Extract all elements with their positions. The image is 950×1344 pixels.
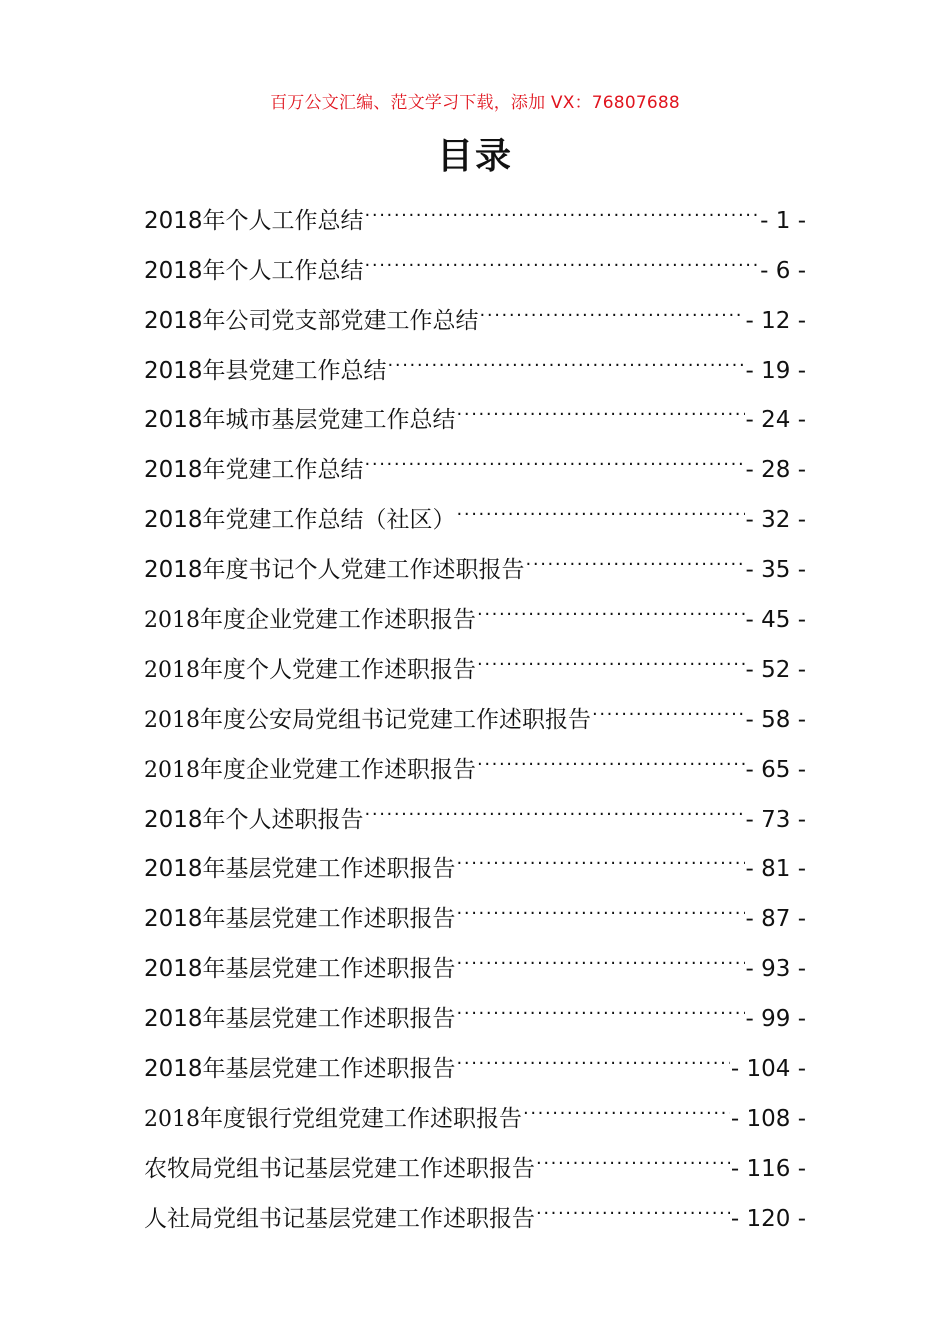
dot-leader: [523, 1076, 730, 1126]
dot-leader: [480, 278, 745, 328]
toc-entry-page: - 24 -: [745, 407, 806, 434]
dot-leader: [477, 627, 745, 677]
dot-leader: [365, 427, 745, 477]
toc-entry-page: - 45 -: [745, 607, 806, 634]
toc-entry-year: 2018: [144, 507, 203, 534]
toc-list: [144, 178, 806, 1232]
dot-leader: [477, 727, 745, 777]
toc-entry-page: - 65 -: [745, 756, 806, 783]
toc-entry-title: 年度企业党建工作述职报告: [200, 756, 476, 783]
toc-entry-page: - 87 -: [745, 906, 806, 933]
dot-leader: [457, 926, 745, 976]
toc-entry-year: 2018: [144, 1006, 203, 1033]
toc-entry-year: 2018: [144, 257, 203, 284]
toc-entry-year: 2018: [144, 207, 203, 234]
toc-entry-year: 2018: [144, 707, 200, 733]
toc-entry-year: 2018: [144, 1056, 203, 1083]
toc-entry-page: - 28 -: [745, 457, 806, 484]
toc-entry-page: - 99 -: [745, 1006, 806, 1033]
dot-leader: [477, 577, 745, 627]
toc-entry-year: 2018: [144, 307, 203, 334]
dot-leader: [457, 1026, 730, 1076]
dot-leader: [592, 677, 745, 727]
toc-entry-title: 年党建工作总结（社区）: [202, 507, 456, 534]
header-note: 百万公文汇编、范文学习下载，添加 VX：76807688: [270, 93, 680, 113]
toc-entry-page: - 52 -: [745, 656, 806, 683]
dot-leader: [457, 876, 745, 926]
toc-entry-year: 2018: [144, 806, 203, 833]
toc-entry-page: - 81 -: [745, 856, 806, 883]
toc-entry-page: - 108 -: [730, 1105, 806, 1132]
toc-entry-page: - 35 -: [745, 557, 806, 584]
toc-entry-year: 2018: [144, 757, 200, 783]
toc-entry-title: 年基层党建工作述职报告: [202, 956, 456, 983]
dot-leader: [365, 777, 745, 827]
toc-title: 目录: [436, 136, 513, 177]
toc-entry-year: 2018: [144, 457, 203, 484]
toc-entry-year: 2018: [144, 956, 203, 983]
toc-entry-page: - 58 -: [745, 706, 806, 733]
toc-entry-year: 2018: [144, 856, 203, 883]
toc-entry-title: 年个人工作总结: [202, 257, 364, 284]
toc-entry-title: 年县党建工作总结: [202, 357, 387, 384]
toc-entry-title: 年度银行党组党建工作述职报告: [200, 1105, 522, 1132]
toc-entry-year: 2018: [144, 407, 203, 434]
toc-entry-year: 2018: [144, 357, 203, 384]
toc-entry-title: 人社局党组书记基层党建工作述职报告: [144, 1205, 535, 1232]
toc-entry-year: 2018: [144, 608, 200, 634]
toc-entry-page: - 116 -: [730, 1155, 806, 1182]
dot-leader: [365, 228, 760, 278]
toc-entry-page: - 73 -: [745, 806, 806, 833]
toc-entry-year: 2018: [144, 557, 203, 584]
toc-entry-page: - 1 -: [760, 207, 806, 234]
toc-entry-title: 年基层党建工作述职报告: [202, 1056, 456, 1083]
toc-entry-title: 年度企业党建工作述职报告: [200, 607, 476, 634]
toc-entry-page: - 93 -: [745, 956, 806, 983]
toc-entry-title: 农牧局党组书记基层党建工作述职报告: [144, 1155, 535, 1182]
dot-leader: [388, 328, 745, 378]
toc-entry-page: - 19 -: [745, 357, 806, 384]
dot-leader: [457, 378, 745, 428]
toc-entry-year: 2018: [144, 906, 203, 933]
toc-entry-title: 年基层党建工作述职报告: [202, 906, 456, 933]
dot-leader: [536, 1126, 730, 1176]
toc-entry-page: - 12 -: [745, 307, 806, 334]
toc-entry-title: 年基层党建工作述职报告: [202, 856, 456, 883]
toc-entry-page: - 104 -: [730, 1056, 806, 1083]
dot-leader: [536, 1176, 730, 1226]
toc-entry-page: - 120 -: [730, 1205, 806, 1232]
toc-entry-title: 年个人工作总结: [202, 207, 364, 234]
toc-entry-title: 年个人述职报告: [202, 806, 364, 833]
toc-entry-title: 年基层党建工作述职报告: [202, 1006, 456, 1033]
toc-entry-page: - 32 -: [745, 507, 806, 534]
dot-leader: [457, 827, 745, 877]
toc-entry-title: 年城市基层党建工作总结: [202, 407, 456, 434]
dot-leader: [457, 976, 745, 1026]
dot-leader: [526, 527, 745, 577]
dot-leader: [457, 477, 745, 527]
toc-entry-title: 年度个人党建工作述职报告: [200, 656, 476, 683]
toc-entry-title: 年公司党支部党建工作总结: [202, 307, 479, 334]
toc-entry-title: 年度书记个人党建工作述职报告: [202, 557, 525, 584]
toc-entry-title: 年度公安局党组书记党建工作述职报告: [200, 706, 591, 733]
toc-entry-title: 年党建工作总结: [202, 457, 364, 484]
toc-entry-year: 2018: [144, 1106, 200, 1132]
dot-leader: [365, 178, 760, 228]
toc-entry[interactable]: [144, 178, 806, 234]
toc-entry-year: 2018: [144, 657, 200, 683]
toc-entry-page: - 6 -: [760, 257, 806, 284]
